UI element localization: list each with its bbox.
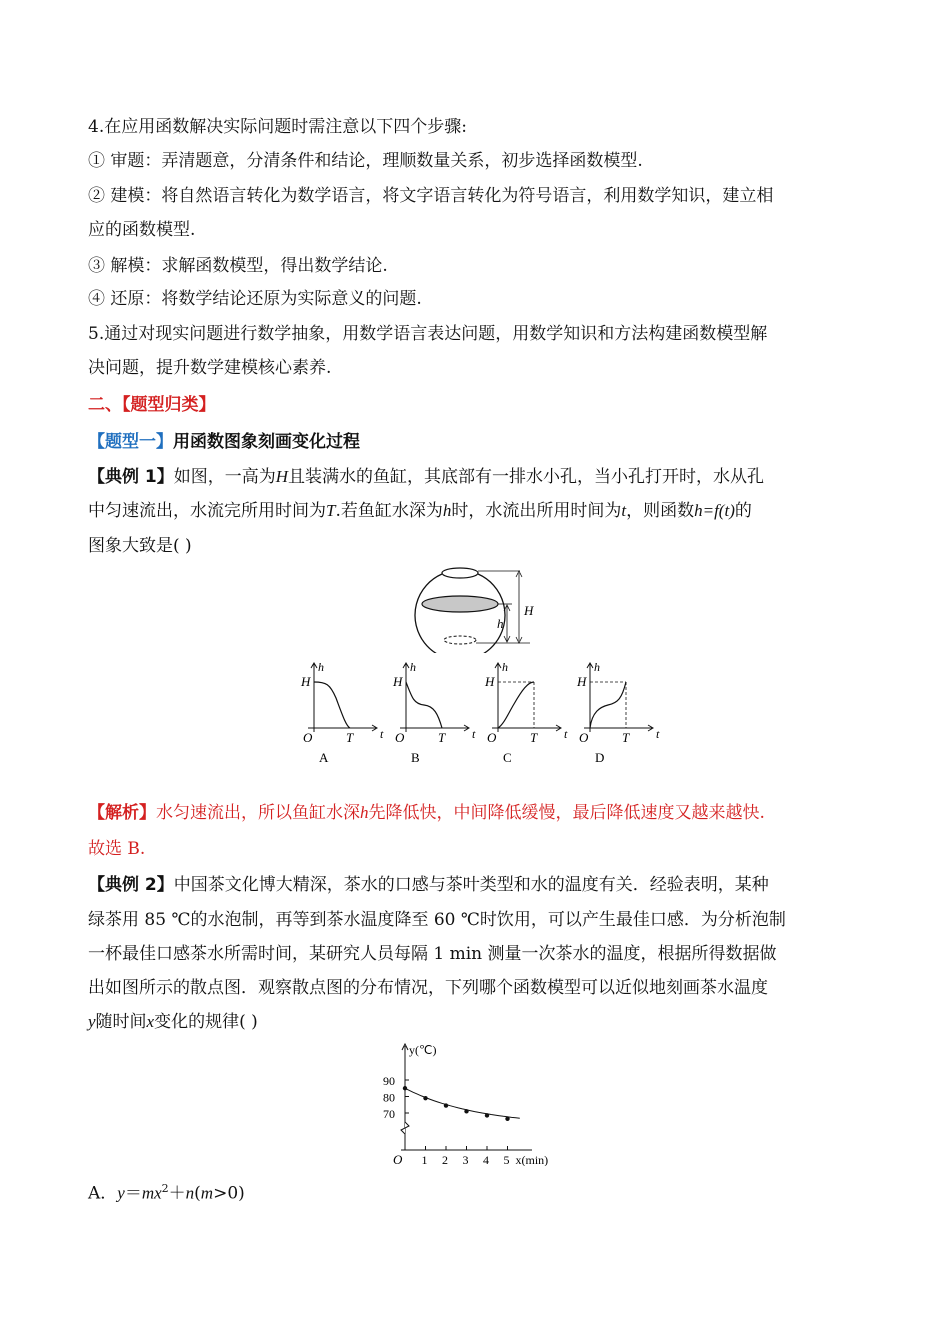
example-2-line-5: y随时间x变化的规律( ) xyxy=(88,1012,258,1032)
axis-label-h: h xyxy=(318,660,324,674)
x-tick-label-2: 2 xyxy=(442,1153,448,1166)
option-label: B xyxy=(411,750,420,765)
step-2-b: 应的函数模型. xyxy=(88,220,196,240)
step-4: ④ 还原：将数学结论还原为实际意义的问题. xyxy=(88,289,422,309)
type-heading xyxy=(88,431,868,453)
origin-label: O xyxy=(487,730,497,745)
axis-label-t: t xyxy=(380,727,384,741)
graph-option-d xyxy=(576,660,660,765)
axis-label-t: t xyxy=(472,727,476,741)
y-tick-label-90: 90 xyxy=(383,1074,395,1088)
y-tick-label-70: 70 xyxy=(383,1107,395,1121)
bowl-opening xyxy=(442,568,478,578)
origin-label: O xyxy=(303,730,313,745)
tea-temperature-scatter-chart xyxy=(382,1040,582,1166)
example-2-line-3: 一杯最佳口感茶水所需时间，某研究人员每隔 1 min 测量一次茶水的温度，根据所得数据做 xyxy=(88,944,777,964)
graph-option-c xyxy=(484,660,568,765)
axis-label-h: h xyxy=(502,660,508,674)
trend-curve xyxy=(405,1088,520,1118)
curve xyxy=(314,682,350,728)
tick-label-H: H xyxy=(393,674,403,689)
step-2-a: ② 建模：将自然语言转化为数学语言，将文字语言转化为符号语言，利用数学知识，建立相 xyxy=(88,186,774,206)
fish-bowl-figure xyxy=(400,565,550,653)
bowl-label-h: h xyxy=(497,616,504,631)
tick-label-H: H xyxy=(301,674,311,689)
option-label: C xyxy=(503,750,512,765)
data-point-1 xyxy=(423,1096,427,1100)
bowl-label-H: H xyxy=(524,603,534,618)
example-2-line-4: 出如图所示的散点图．观察散点图的分布情况，下列哪个函数模型可以近似地刻画茶水温度 xyxy=(88,978,768,998)
y-tick-label-80: 80 xyxy=(383,1090,395,1105)
option-label: D xyxy=(595,750,605,765)
example-1-line-3: 图象大致是( ) xyxy=(88,536,192,556)
curve xyxy=(406,682,442,728)
data-point-2 xyxy=(444,1103,448,1107)
solution-tag: 【解析】 xyxy=(88,803,156,823)
graph-option-a xyxy=(300,660,384,765)
x-tick-label-5: 5 xyxy=(503,1153,510,1166)
curve xyxy=(590,682,626,728)
data-point-0 xyxy=(403,1086,407,1090)
tick-label-H: H xyxy=(485,674,495,689)
origin-label: O xyxy=(579,730,589,745)
section-title: 二、【题型归类】 xyxy=(88,395,216,415)
x-tick-label-4: 4 xyxy=(483,1153,489,1166)
solution-1-line-1: 【解析】水匀速流出，所以鱼缸水深h先降低快，中间降低缓慢，最后降低速度又越来越快. xyxy=(88,803,765,823)
example-1-line-2: 中匀速流出，水流完所用时间为T.若鱼缸水深为h时，水流出所用时间为t，则函数h=f(t)的 xyxy=(88,501,752,521)
x-axis-label: x(min) xyxy=(515,1153,549,1166)
type-tag: 【题型一】 xyxy=(88,432,173,452)
curve xyxy=(498,682,534,728)
graph-option-b xyxy=(392,660,476,765)
step-3: ③ 解模：求解函数模型，得出数学结论. xyxy=(88,256,388,276)
point-5-a: 5.通过对现实问题进行数学抽象，用数学语言表达问题，用数学知识和方法构建函数模型解 xyxy=(88,324,768,344)
step-intro: 4.在应用函数解决实际问题时需注意以下四个步骤: xyxy=(88,117,467,137)
data-point-4 xyxy=(485,1113,489,1117)
example-2-line-2: 绿茶用 85 ℃的水泡制，再等到茶水温度降至 60 ℃时饮用，可以产生最佳口感．为分析泡制 xyxy=(88,910,786,930)
axis-break xyxy=(401,1122,409,1134)
origin-label: O xyxy=(395,730,405,745)
point-5-b: 决问题，提升数学建模核心素养. xyxy=(88,358,332,378)
solution-1-line-2: 故选 B. xyxy=(88,839,146,859)
data-point-5 xyxy=(505,1117,509,1121)
tick-label-T: T xyxy=(438,730,446,745)
tick-label-H: H xyxy=(577,674,587,689)
option-label: A xyxy=(319,750,329,765)
tick-label-T: T xyxy=(530,730,538,745)
tick-label-T: T xyxy=(346,730,354,745)
option-graphs xyxy=(296,658,666,770)
axis-label-t: t xyxy=(564,727,568,741)
data-point-3 xyxy=(464,1109,468,1113)
x-tick-label-1: 1 xyxy=(421,1153,428,1166)
tick-label-T: T xyxy=(622,730,630,745)
y-axis-label: y(℃) xyxy=(409,1043,437,1057)
origin-label: O xyxy=(393,1152,403,1166)
x-tick-label-3: 3 xyxy=(462,1153,469,1166)
example-2-tag: 【典例 2】 xyxy=(88,875,174,895)
step-1: ① 审题：弄清题意，分清条件和结论，理顺数量关系，初步选择函数模型. xyxy=(88,151,643,171)
example-1-line-1: 【典例 1】如图，一高为H且装满水的鱼缸，其底部有一排水小孔，当小孔打开时，水从孔 xyxy=(88,467,765,487)
axis-label-h: h xyxy=(594,660,600,674)
example-1-tag: 【典例 1】 xyxy=(88,467,174,487)
type-title: 用函数图象刻画变化过程 xyxy=(173,432,360,452)
axis-label-t: t xyxy=(656,727,660,741)
option-a[interactable]: A．$y=mx^2+n(m>0)$ xyxy=(88,1182,245,1204)
water-surface xyxy=(422,596,498,612)
axis-label-h: h xyxy=(410,660,416,674)
example-2-line-1: 【典例 2】中国茶文化博大精深，茶水的口感与茶叶类型和水的温度有关．经验表明，某种 xyxy=(88,875,769,895)
